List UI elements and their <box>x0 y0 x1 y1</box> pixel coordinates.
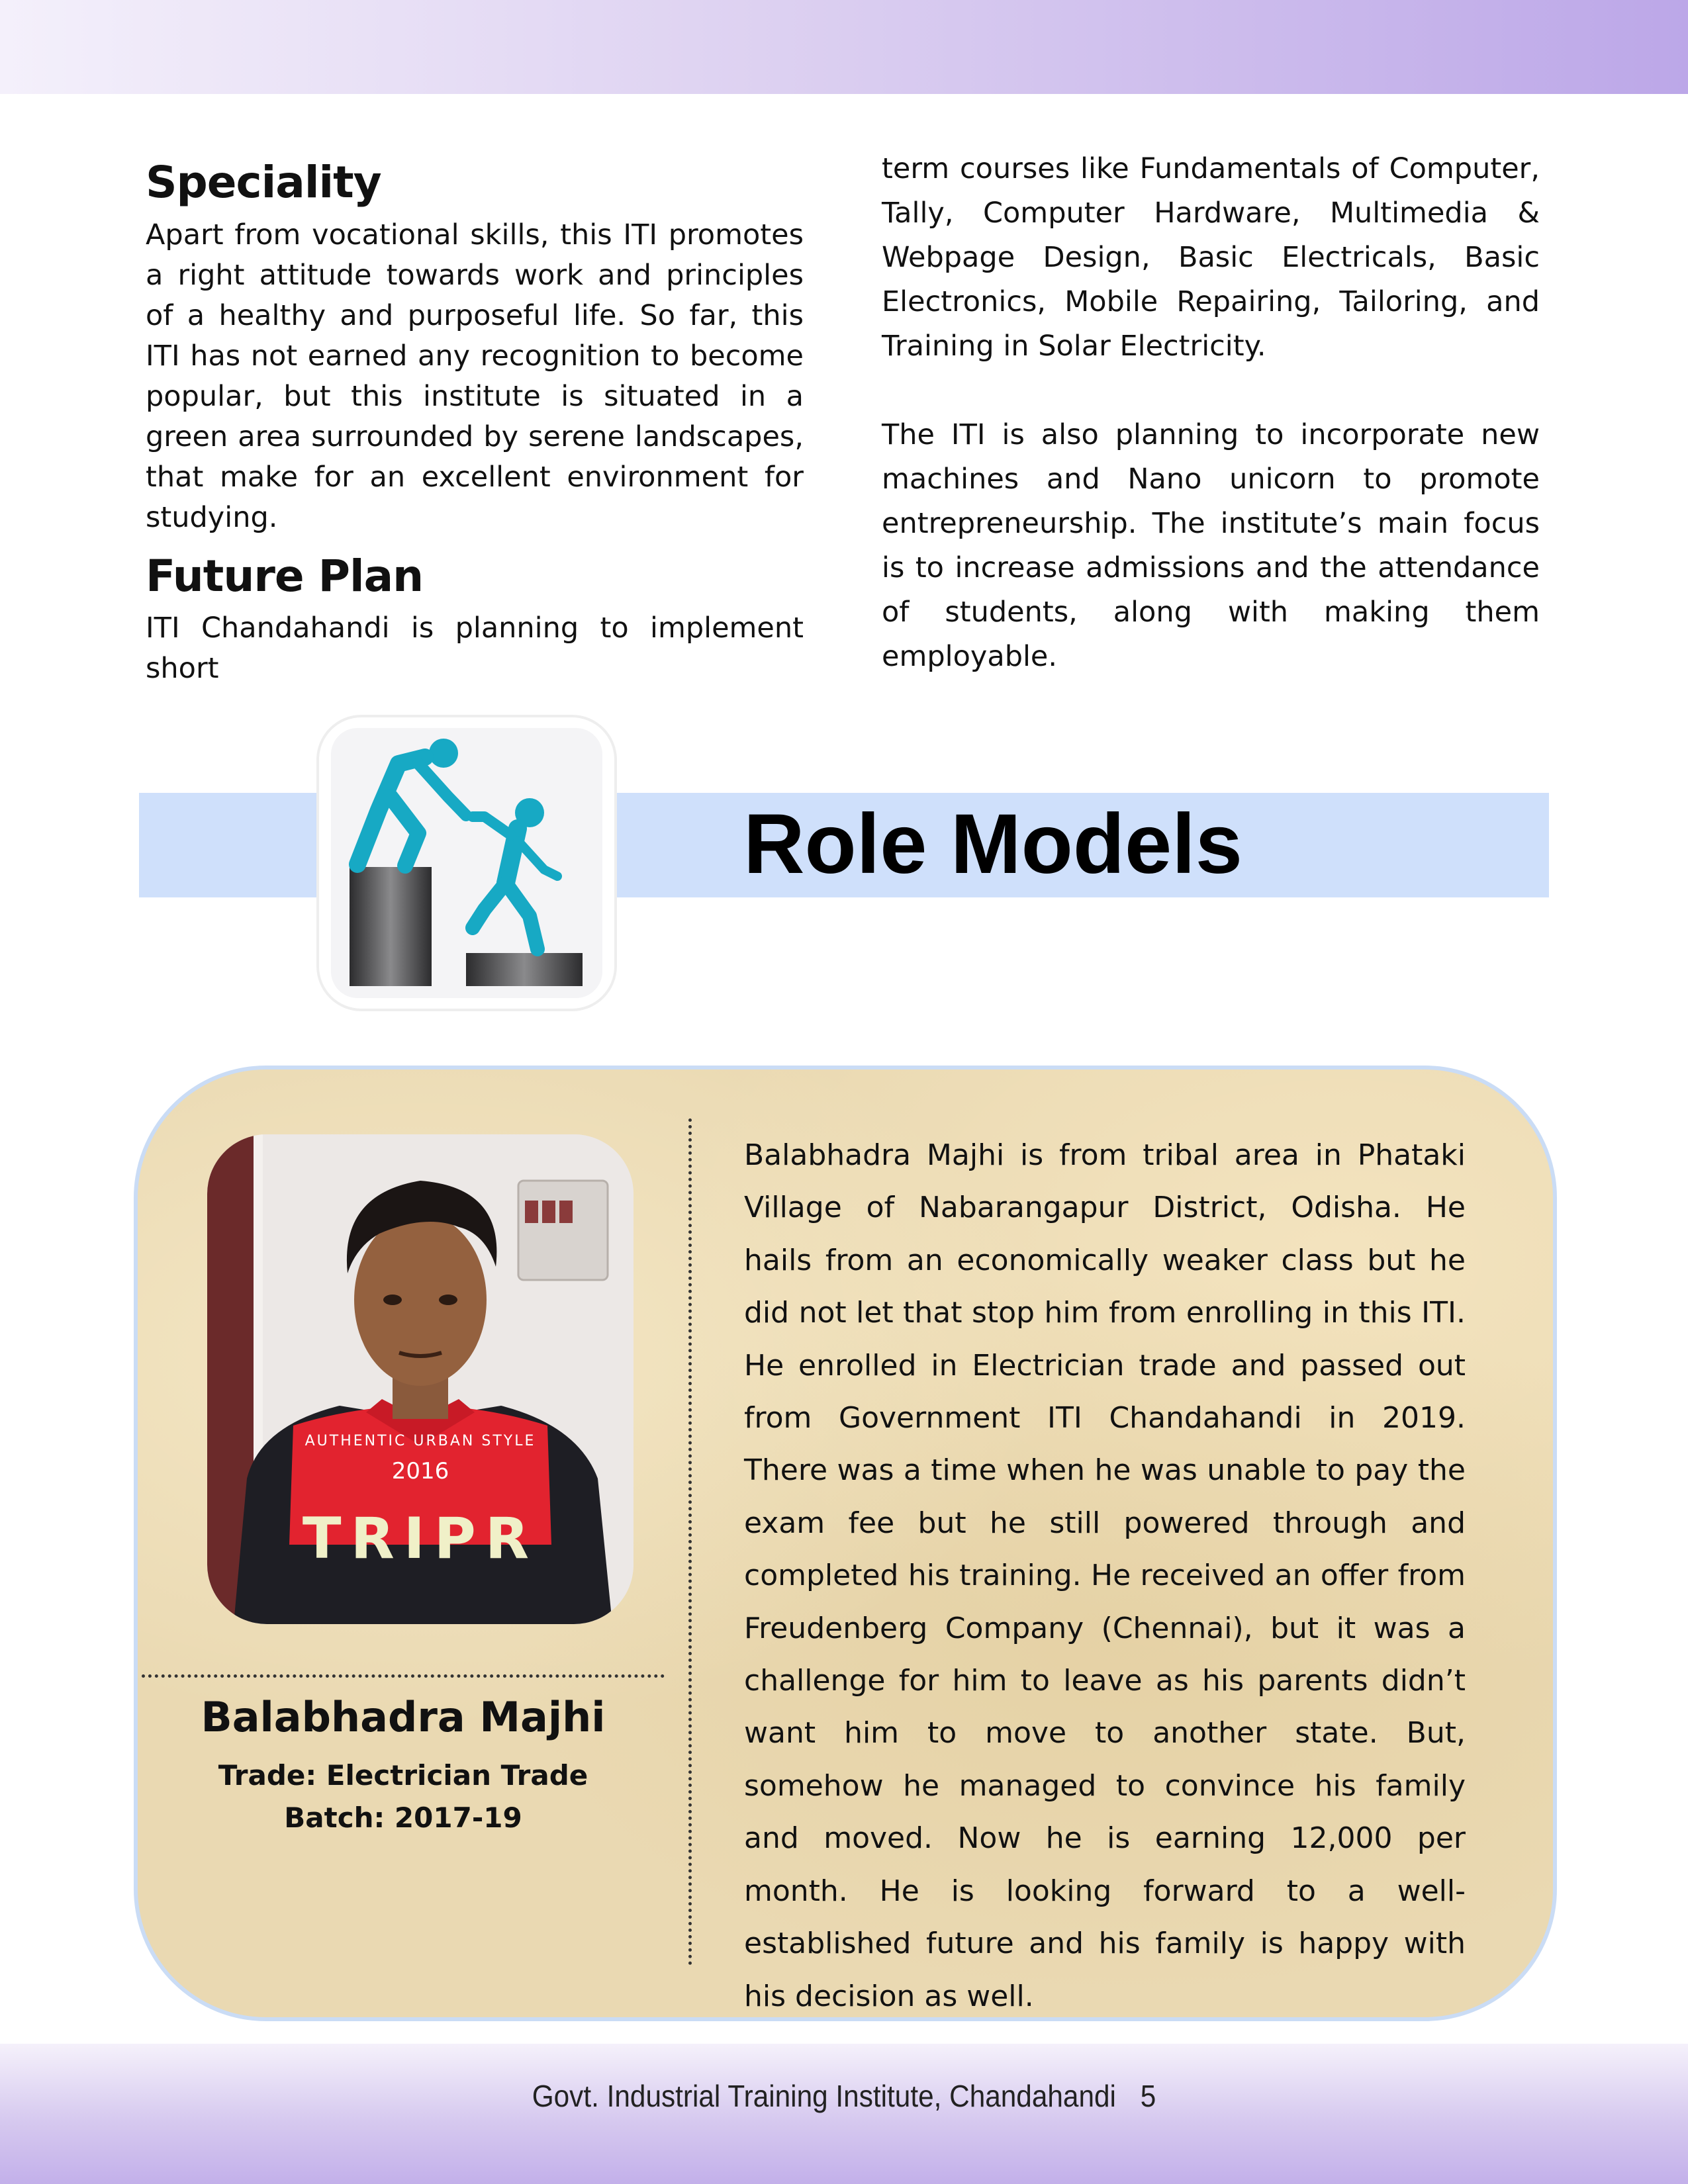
person-batch: Batch: 2017-19 <box>284 1801 522 1834</box>
column-divider <box>688 1118 692 1966</box>
helping-hand-icon <box>319 717 614 1009</box>
right-column <box>882 147 1540 679</box>
svg-text:2016: 2016 <box>391 1458 449 1484</box>
footer-institute: Govt. Industrial Training Institute, Chandahandi <box>532 2079 1116 2113</box>
left-column <box>146 159 804 689</box>
page-number: 5 <box>1140 2079 1156 2113</box>
person-name: Balabhadra Majhi <box>201 1693 606 1741</box>
profile-photo <box>207 1134 633 1624</box>
future-plan-text-second: The ITI is also planning to incorporate new machines and Nano unicorn to promote entrepreneurship. The institute’s main focus is to increase admissions and the attendance of students, along with making them employable. <box>882 418 1540 673</box>
photo-divider <box>142 1674 665 1678</box>
future-plan-heading: Future Plan <box>146 550 424 602</box>
svg-text:AUTHENTIC URBAN STYLE: AUTHENTIC URBAN STYLE <box>305 1433 536 1449</box>
top-decorative-band <box>0 0 1688 94</box>
footer <box>68 2078 1620 2114</box>
future-plan-text-start: ITI Chandahandi is planning to implement short <box>146 612 804 686</box>
speciality-heading: Speciality <box>146 157 381 208</box>
person-trade: Trade: Electrician Trade <box>218 1759 588 1792</box>
svg-text:TRIPR: TRIPR <box>302 1506 539 1572</box>
footer-band <box>0 2044 1688 2184</box>
profile-story: Balabhadra Majhi is from tribal area in Phataki Village of Nabarangapur District, Odisha. He hails from an economically weaker class but he did not let that stop him from enrolling in this ITI. He enrolled in Electrician trade and passed out from Government ITI Chandahandi in 2019. There was a time when he was unable to pay the exam fee but he still powered through and completed his training. He received an offer from Freudenberg Company (Chennai), but it was a challenge for him to leave as his parents didn’t want him to move to another state. But, somehow he managed to convince his family and moved. Now he is earning 12,000 per month. He is looking forward to a well-established future and his family is happy with his decision as well. <box>744 1138 1466 2013</box>
future-plan-text-continued: term courses like Fundamentals of Computer, Tally, Computer Hardware, Multimedia & Webpage Design, Basic Electricals, Basic Electronics, Mobile Repairing, Tailoring, and Training in Solar Electricity. <box>882 152 1540 363</box>
speciality-text: Apart from vocational skills, this ITI promotes a right attitude towards work and principles of a healthy and purposeful life. So far, this ITI has not earned any recognition to become popular, but this institute is situated in a green area surrounded by serene landscapes, that make for an excellent environment for studying. <box>146 218 804 534</box>
role-models-title: Role Models <box>743 797 1243 891</box>
